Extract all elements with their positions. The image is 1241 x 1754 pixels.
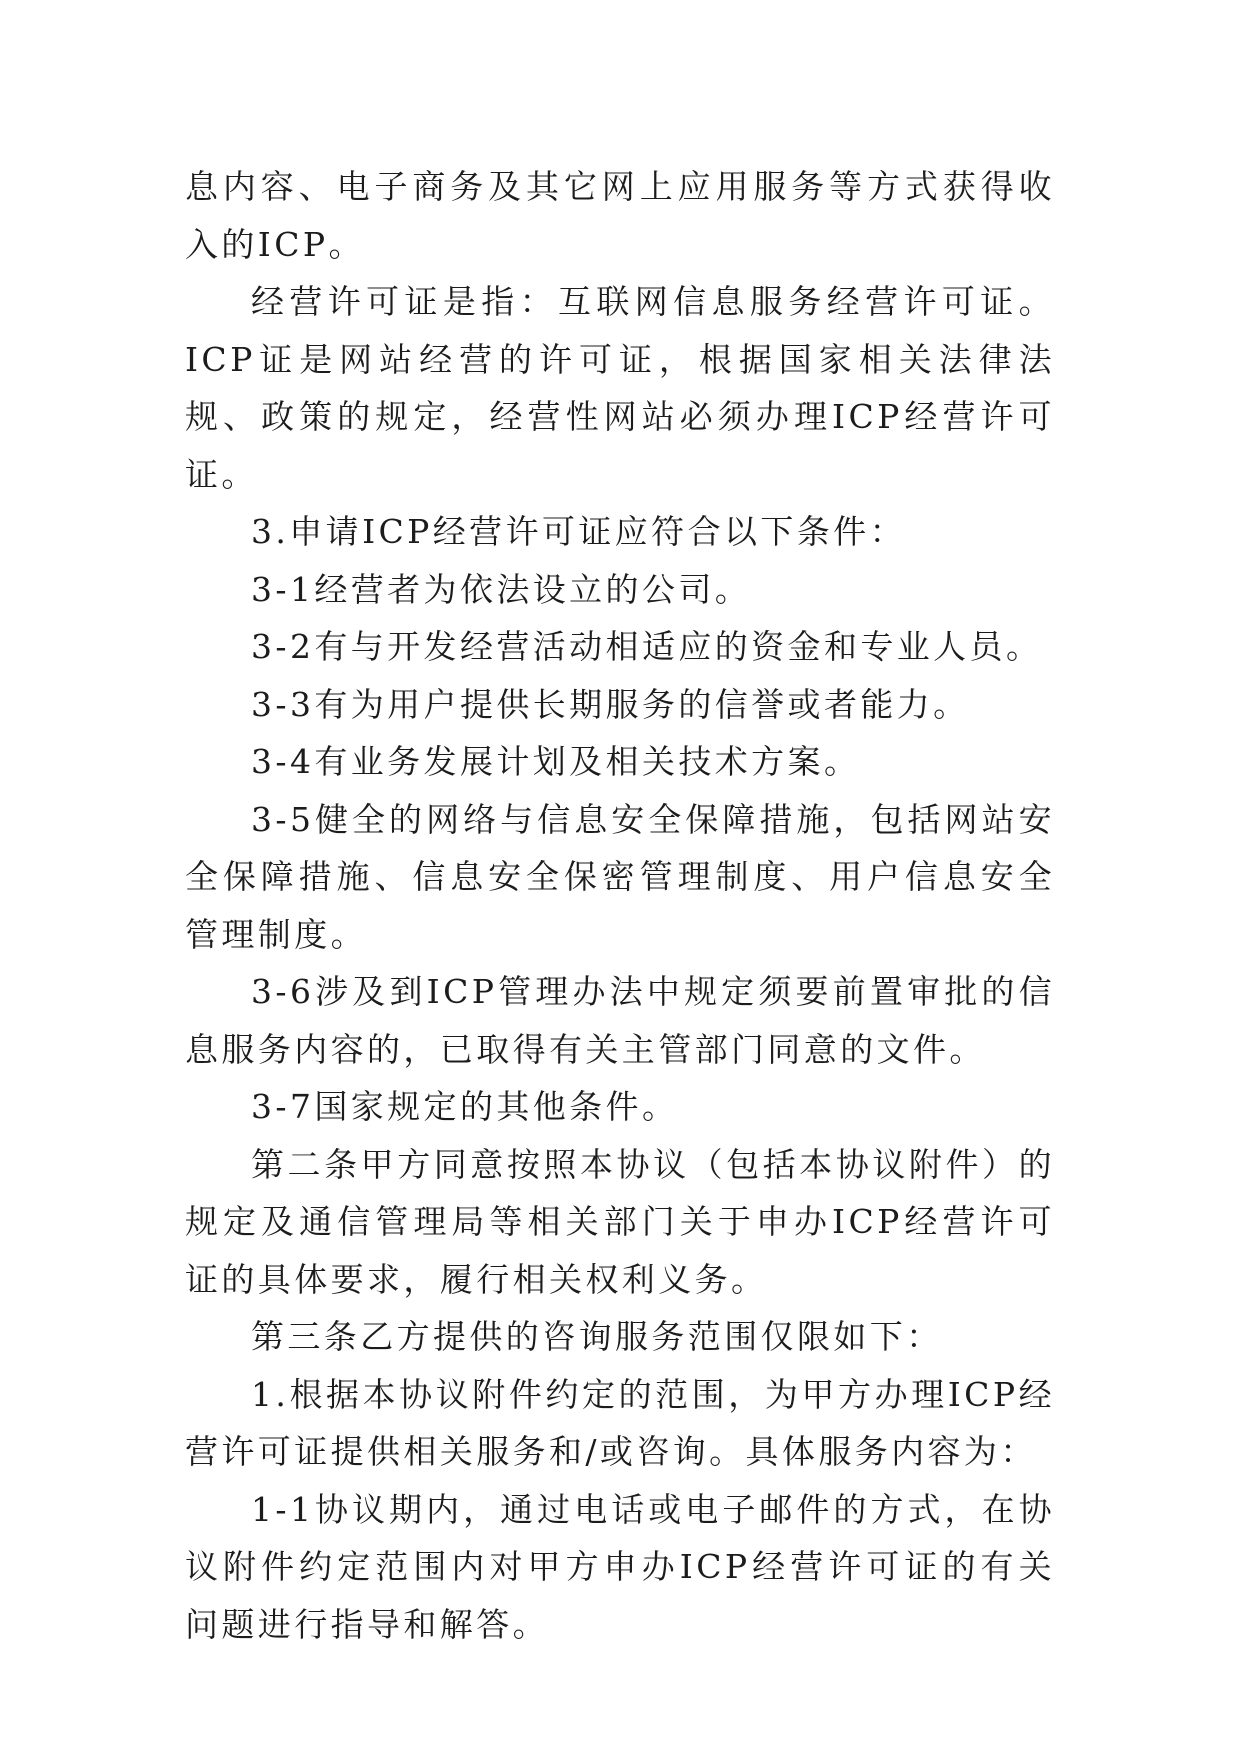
paragraph-condition-3-7: 3-7国家规定的其他条件。 [251,1087,679,1126]
paragraph-continuation: 息内容、电子商务及其它网上应用服务等方式获得收入的ICP。 [185,167,1055,264]
paragraph-condition-3-3: 3-3有为用户提供长期服务的信誉或者能力。 [251,684,970,724]
paragraph-article-2: 第二条甲方同意按照本协议（包括本协议附件）的规定及通信管理局等相关部门关于申办ICP经营许可证的具体要求，履行相关权利义务。 [185,1144,1055,1299]
paragraph-condition-3-5: 3-5健全的网络与信息安全保障措施，包括网站安全保障措施、信息安全保密管理制度、用户信息安全管理制度。 [185,799,1055,954]
document-body [185,158,1055,1653]
paragraph-conditions-heading: 3.申请ICP经营许可证应符合以下条件： [251,512,906,551]
paragraph-condition-3-4: 3-4有业务发展计划及相关技术方案。 [251,742,861,781]
paragraph-condition-3-2: 3-2有与开发经营活动相适应的资金和专业人员。 [251,627,1043,666]
paragraph-service-1-1: 1-1协议期内，通过电话或电子邮件的方式，在协议附件约定范围内对甲方申办ICP经营许可证的有关问题进行指导和解答。 [185,1489,1055,1644]
paragraph-condition-3-6: 3-6涉及到ICP管理办法中规定须要前置审批的信息服务内容的，已取得有关主管部门同意的文件。 [185,972,1055,1069]
paragraph-article-3: 第三条乙方提供的咨询服务范围仅限如下： [251,1317,943,1356]
paragraph-condition-3-1: 3-1经营者为依法设立的公司。 [251,569,752,609]
paragraph-license-definition: 经营许可证是指：互联网信息服务经营许可证。ICP证是网站经营的许可证，根据国家相关法律法规、政策的规定，经营性网站必须办理ICP经营许可证。 [185,282,1055,494]
paragraph-service-1: 1.根据本协议附件约定的范围，为甲方办理ICP经营许可证提供相关服务和/或咨询。具体服务内容为： [185,1374,1055,1471]
